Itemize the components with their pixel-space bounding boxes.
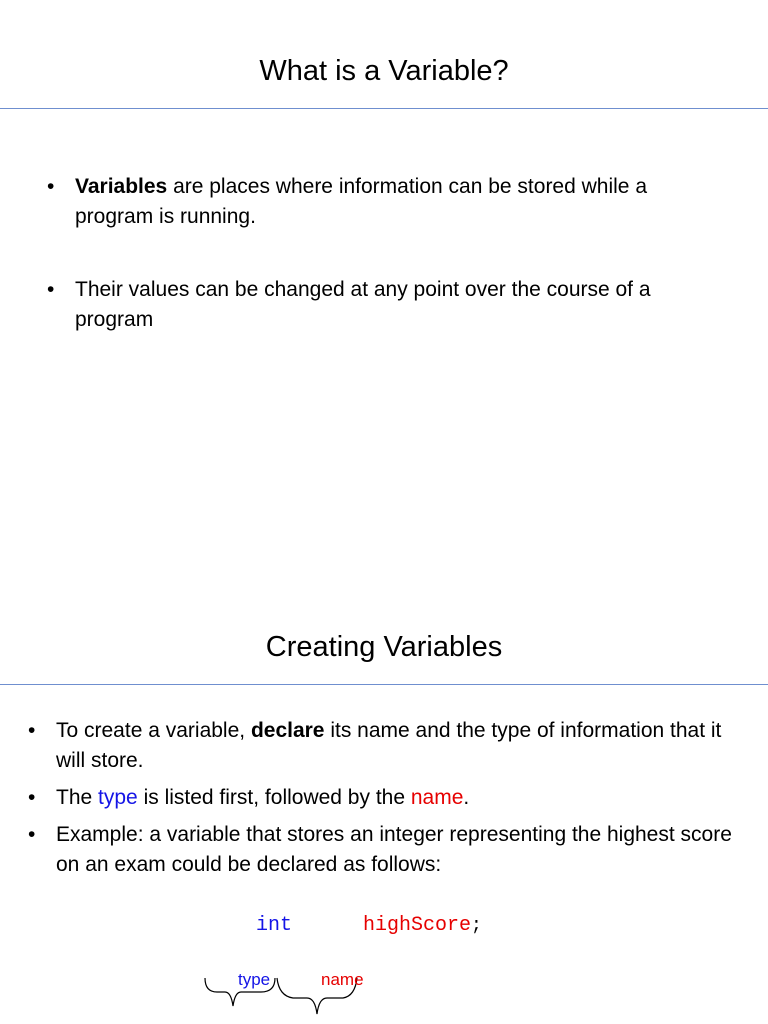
title-divider	[0, 108, 768, 109]
code-name: highScore	[363, 914, 472, 937]
title-divider	[0, 684, 768, 685]
bold-term: Variables	[75, 175, 168, 198]
bullet-item	[47, 275, 715, 335]
bullet-text: Their values can be changed at any point over the course of a program	[75, 278, 651, 331]
bullet-dot: •	[28, 719, 36, 742]
bullet-item	[28, 820, 746, 880]
bullet-dot: •	[47, 175, 55, 198]
bullet-item	[28, 783, 746, 813]
bullet-dot: •	[28, 786, 36, 809]
code-semicolon: ;	[471, 916, 482, 936]
bullet-text: To create a variable,	[56, 719, 251, 742]
bullet-text: The	[56, 786, 99, 809]
bullet-item	[47, 172, 715, 232]
variable-definition-list	[47, 172, 715, 335]
code-name-token	[363, 914, 482, 937]
code-type: int	[256, 914, 293, 937]
creating-variables-list	[28, 716, 746, 880]
bullet-text: are places where information can be stored while a program is running.	[75, 175, 647, 228]
slide-title-creating-variables: Creating Variables	[265, 631, 503, 663]
name-label: name	[321, 970, 364, 989]
type-word: type	[98, 786, 138, 809]
bullet-text: is listed first, followed by the	[137, 786, 411, 809]
bullet-text: its name and the type of information that it will store.	[56, 719, 722, 772]
name-word: name	[410, 786, 464, 809]
bold-term: declare	[250, 719, 325, 742]
bullet-text: Example: a variable that stores an integer representing the highest score on an exam could be declared as follows:	[56, 823, 732, 876]
bullet-dot: •	[47, 278, 55, 301]
bullet-dot: •	[28, 823, 36, 846]
bullet-item	[28, 716, 746, 776]
bullet-text: .	[463, 786, 470, 809]
slide-title-what-is-variable: What is a Variable?	[259, 55, 509, 87]
code-type-token	[256, 914, 292, 937]
type-label: type	[238, 970, 271, 989]
